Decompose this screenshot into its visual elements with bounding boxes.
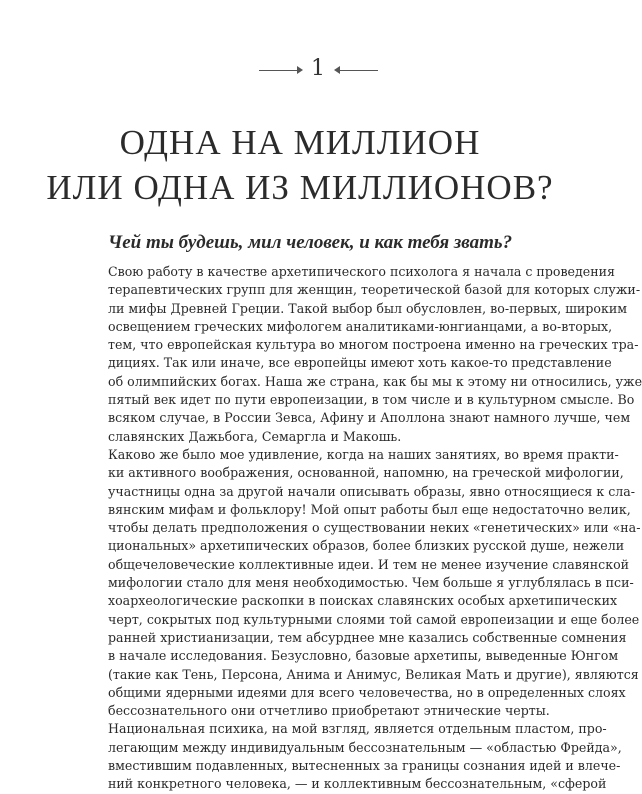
text-line: чтобы делать предположения о существовании неких «генетических» или «на- [108,520,641,536]
text-line: славянских Дажьбога, Семаргла и Макошь. [108,428,402,444]
chapter-title-line: ОДНА НА МИЛЛИОН [119,123,481,162]
chapter-rule-left [259,70,301,71]
paragraph [92,263,642,446]
chapter-header [0,56,600,86]
text-line: всяком случае, в России Зевса, Афину и Аполлона знают намного лучше, чем [108,410,631,426]
chapter-title-line: ИЛИ ОДНА ИЗ МИЛЛИОНОВ? [46,168,554,207]
text-line: черт, сокрытых под культурными слоями той самой европеизации и еще более [108,611,640,627]
body-text [92,263,642,794]
text-line: ки активного воображения, основанной, напомню, на греческой мифологии, [108,465,624,481]
text-line: пятый век идет по пути европеизации, в том числе и в культурном смысле. Во [108,392,635,408]
text-line: ний конкретного человека, — и коллективным бессознательным, «сферой [108,776,607,792]
text-line: терапевтических групп для женщин, теоретической базой для которых служи- [108,282,641,298]
text-line: бессознательного они отчетливо приобретают этнические черты. [108,703,550,719]
text-line: освещением греческих мифологем аналитиками-юнгианцами, а во-вторых, [108,318,613,334]
text-line: Каково же было мое удивление, когда на наших занятиях, во время практи- [108,446,619,462]
text-line: вместившим подавленных, вытесненных за границы сознания идей и влече- [108,758,621,774]
text-line: ли мифы Древней Греции. Такой выбор был обусловлен, во-первых, широким [108,300,628,316]
text-line: хоархеологические раскопки в поисках славянских особых архетипических [108,593,618,609]
text-line: мифологии стало для меня необходимостью. Чем больше я углублялась в пси- [108,575,634,591]
text-line: дициях. Так или иначе, все европейцы имеют хоть какое-то представление [108,355,612,371]
chapter-number: 1 [311,56,325,81]
text-line: об олимпийских богах. Наша же страна, как бы мы к этому ни относились, уже [108,373,642,389]
paragraph [92,720,622,793]
text-line: Национальная психика, на мой взгляд, является отдельным пластом, про- [108,721,607,737]
text-line: участницы одна за другой начали описывать образы, явно относящиеся к сла- [108,483,636,499]
text-line: в начале исследования. Безусловно, базовые архетипы, выведенные Юнгом [108,648,619,664]
text-line: Свою работу в качестве архетипического психолога я начала с проведения [108,264,615,279]
text-line: тем, что европейская культура во многом построена именно на греческих тра- [108,337,639,353]
text-line: (такие как Тень, Персона, Анима и Анимус, Великая Мать и другие), являются [108,666,639,682]
text-line: циональных» архетипических образов, более близких русской душе, нежели [108,538,625,554]
text-line: общими ядерными идеями для всего человечества, но в определенных слоях [108,684,626,700]
chapter-title [0,120,600,210]
section-heading: Чей ты будешь, мил человек, и как тебя звать? [108,232,513,253]
text-line: легающим между индивидуальным бессознательным — «областью Фрейда», [108,739,622,755]
paragraph [92,446,641,720]
text-line: ранней христианизации, тем абсурднее мне казались собственные сомнения [108,629,627,645]
text-line: общечеловеческие коллективные идеи. И тем не менее изучение славянской [108,556,630,572]
text-line: вянским мифам и фольклору! Мой опыт работы был еще недостаточно велик, [108,501,631,517]
chapter-rule-right [336,70,378,71]
